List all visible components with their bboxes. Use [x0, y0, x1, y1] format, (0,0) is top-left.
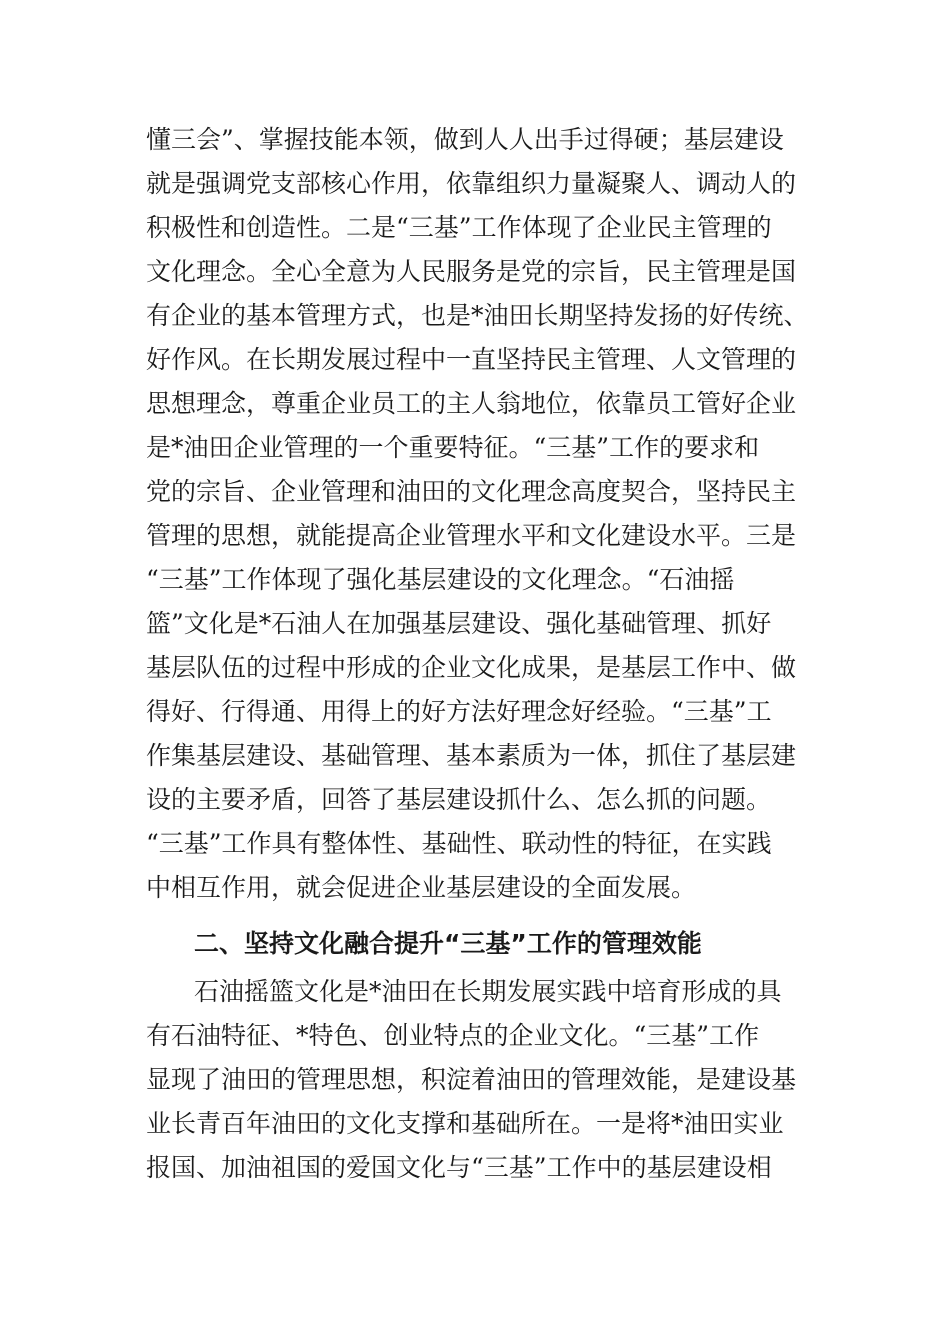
text-line: 思想理念，尊重企业员工的主人翁地位，依靠员工管好企业	[146, 389, 797, 418]
text-line: 管理的思想，就能提高企业管理水平和文化建设水平。三是	[146, 521, 797, 550]
text-line: 好作风。在长期发展过程中一直坚持民主管理、人文管理的	[146, 345, 797, 374]
text-line: 石油摇篮文化是*油田在长期发展实践中培育形成的具	[194, 977, 782, 1006]
text-line: 有石油特征、*特色、创业特点的企业文化。“三基”工作	[146, 1021, 760, 1050]
text-line: 作集基层建设、基础管理、基本素质为一体，抓住了基层建	[146, 741, 797, 770]
text-line: 就是强调党支部核心作用，依靠组织力量凝聚人、调动人的	[146, 169, 797, 198]
text-line: “三基”工作具有整体性、基础性、联动性的特征，在实践	[146, 829, 772, 858]
text-line: 篮”文化是*石油人在加强基层建设、强化基础管理、抓好	[146, 609, 772, 638]
text-line: 有企业的基本管理方式，也是*油田长期坚持发扬的好传统、	[146, 301, 809, 330]
text-line: 懂三会”、掌握技能本领，做到人人出手过得硬；基层建设	[146, 125, 784, 154]
text-line: 中相互作用，就会促进企业基层建设的全面发展。	[146, 873, 697, 902]
text-line: 设的主要矛盾，回答了基层建设抓什么、怎么抓的问题。	[146, 785, 772, 814]
text-line: 积极性和创造性。二是“三基”工作体现了企业民主管理的	[146, 213, 772, 242]
text-line: 业长青百年油田的文化支撑和基础所在。一是将*油田实业	[146, 1109, 784, 1138]
text-line: 基层队伍的过程中形成的企业文化成果，是基层工作中、做	[146, 653, 797, 682]
text-line: 报国、加油祖国的爱国文化与“三基”工作中的基层建设相	[146, 1153, 772, 1182]
text-line: 是*油田企业管理的一个重要特征。“三基”工作的要求和	[146, 433, 760, 462]
text-line: “三基”工作体现了强化基层建设的文化理念。“石油摇	[146, 565, 735, 594]
text-line: 党的宗旨、企业管理和油田的文化理念高度契合，坚持民主	[146, 477, 797, 506]
text-line: 文化理念。全心全意为人民服务是党的宗旨，民主管理是国	[146, 257, 797, 286]
text-line: 得好、行得通、用得上的好方法好理念好经验。“三基”工	[146, 697, 772, 726]
section-heading: 二、坚持文化融合提升“三基”工作的管理效能	[194, 929, 702, 958]
text-line: 显现了油田的管理思想，积淀着油田的管理效能，是建设基	[146, 1065, 797, 1094]
